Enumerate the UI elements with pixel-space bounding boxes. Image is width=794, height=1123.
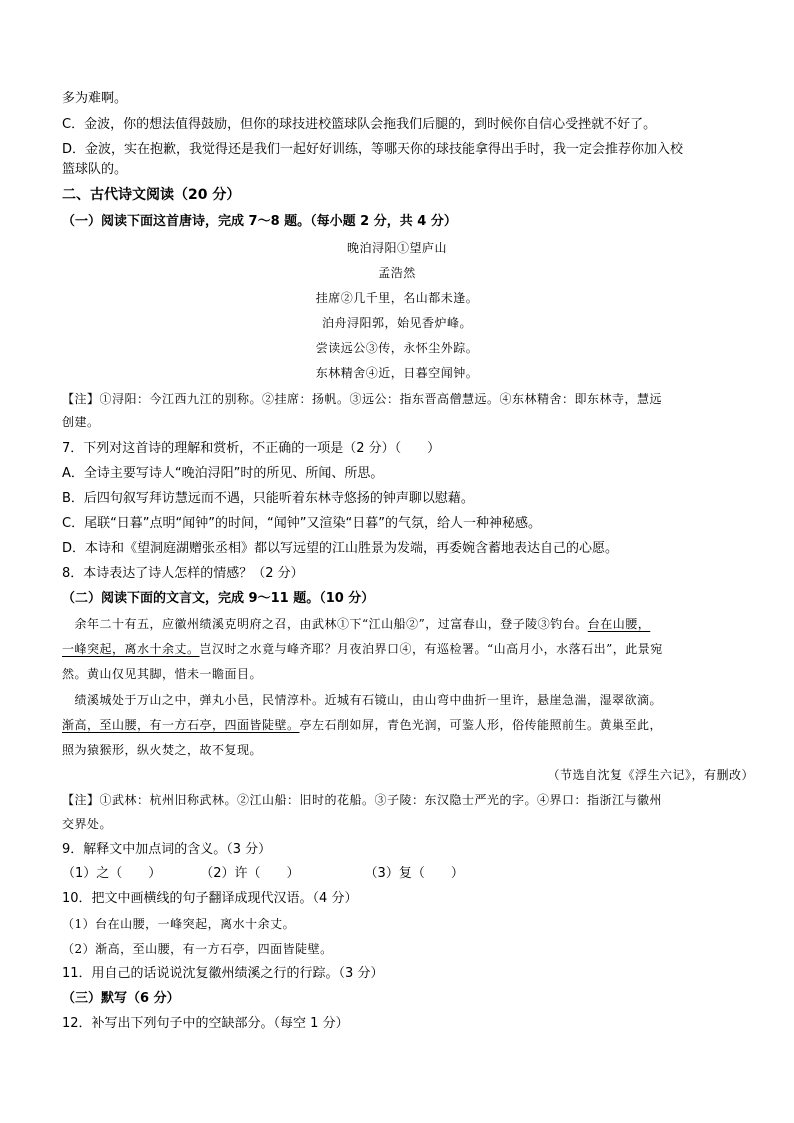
poem-title: 晚泊浔阳①望庐山 (346, 241, 447, 255)
question-7-option-d: D．本诗和《望洞庭湖赠张丞相》都以写远望的江山胜景为发端，再委婉含蓄地表达自己的心愿。 (62, 541, 619, 556)
poem-line-4: 东林精舍④近，日暮空闻钟。 (315, 366, 479, 380)
passage-source: （节选自沈复《浮生六记》，有删改） (547, 768, 754, 782)
poem-notes-continuation: 创建。 (62, 415, 100, 429)
passage-paragraph-1-line-1: 余年二十有五，应徽州绩溪克明府之召，由武林①下“江山船②”，过富春山，登子陵③钓台。台在山腰， (62, 617, 651, 631)
passage-notes-continuation: 交界处。 (62, 817, 113, 831)
question-10-item-1: （1）台在山腰，一峰突起，离水十余丈。 (62, 917, 296, 931)
question-7-option-b: B．后四句叙写拜访慧远而不遇，只能听着东林寺悠扬的钟声聊以慰藉。 (62, 491, 474, 506)
question-7-option-a: A．全诗主要写诗人“晚泊浔阳”时的所见、所闻、所思。 (62, 466, 384, 481)
passage-paragraph-2-line-3: 照为猿猴形，纵火焚之，故不复现。 (62, 743, 263, 757)
poem-line-3: 尝读远公③传，永怀尘外踪。 (315, 341, 479, 355)
question-7-option-c: C．尾联“日暮”点明“闻钟”的时间，“闻钟”又渲染“日暮”的气氛，给人一种神秘感。 (62, 516, 541, 531)
question-9: 9．解释文中加点词的含义。（3 分） (62, 842, 272, 857)
passage-paragraph-2-line-2: 渐高，至山腰，有一方石亭，四面皆陡壁。亭左石削如屏，青色光润，可鉴人形，俗传能照前生。黄巢至此， (62, 718, 663, 732)
underlined-sentence-1-continued: 一峰突起，离水十余丈。 (62, 642, 200, 656)
question-7: 7．下列对这首诗的理解和赏析，不正确的一项是（2 分）（ ） (62, 441, 441, 456)
subsection-heading-2: （二）阅读下面的文言文，完成 9～11 题。（10 分） (62, 591, 375, 606)
poem-line-1: 挂席②几千里，名山都未逢。 (315, 291, 479, 305)
question-10: 10．把文中画横线的句子翻译成现代汉语。（4 分） (62, 891, 358, 906)
question-9-blanks: （1）之（ ） （2）许（ ） （3）复（ ） (62, 866, 464, 881)
question-12: 12．补写出下列句子中的空缺部分。（每空 1 分） (62, 1016, 349, 1031)
subsection-heading-3: （三）默写（6 分） (62, 991, 180, 1006)
subsection-heading-1: （一）阅读下面这首唐诗，完成 7～8 题。（每小题 2 分，共 4 分） (62, 214, 457, 229)
passage-paragraph-1-line-2: 一峰突起，离水十余丈。岂汉时之水竟与峰齐耶？月夜泊界口④，有巡检署。“山高月小，水落石出”，此景宛 (62, 642, 663, 656)
option-d: D．金波，实在抱歉，我觉得还是我们一起好好训练，等哪天你的球技能拿得出手时，我一定会推荐你加入校 (62, 142, 684, 157)
section-heading: 二、古代诗文阅读（20 分） (62, 187, 241, 203)
option-c: C．金波，你的想法值得鼓励，但你的球技进校篮球队会拖我们后腿的，到时候你自信心受挫就不好了。 (62, 117, 657, 132)
poem-line-2: 泊舟浔阳郭，始见香炉峰。 (321, 316, 472, 330)
option-b-continuation: 多为难啊。 (62, 91, 128, 106)
question-10-item-2: （2）渐高，至山腰，有一方石亭，四面皆陡壁。 (62, 942, 333, 956)
passage-notes: 【注】①武林：杭州旧称武林。②江山船：旧时的花船。③子陵：东汉隐士严光的字。④界口：指浙江与徽州 (62, 793, 663, 807)
question-11: 11．用自己的话说说沈复徽州绩溪之行的行踪。（3 分） (62, 966, 384, 981)
poem-author: 孟浩然 (378, 266, 416, 280)
poem-notes: 【注】①浔阳：今江西九江的别称。②挂席：扬帆。③远公：指东晋高僧慧远。④东林精舍：即东林寺，慧远 (62, 392, 663, 406)
option-d-continuation: 篮球队的。 (62, 162, 128, 177)
question-8: 8．本诗表达了诗人怎样的情感？（2 分） (62, 566, 304, 581)
passage-paragraph-1-line-3: 然。黄山仅见其脚，惜未一瞻面目。 (62, 667, 263, 681)
underlined-sentence-2: 渐高，至山腰，有一方石亭，四面皆陡壁。 (62, 718, 300, 732)
passage-paragraph-2-line-1: 绩溪城处于万山之中，弹丸小邑，民情淳朴。近城有石镜山，由山弯中曲折一里许，悬崖急湍，湿翠欲滴。 (62, 693, 663, 707)
underlined-sentence-1: 台在山腰， (587, 617, 651, 631)
